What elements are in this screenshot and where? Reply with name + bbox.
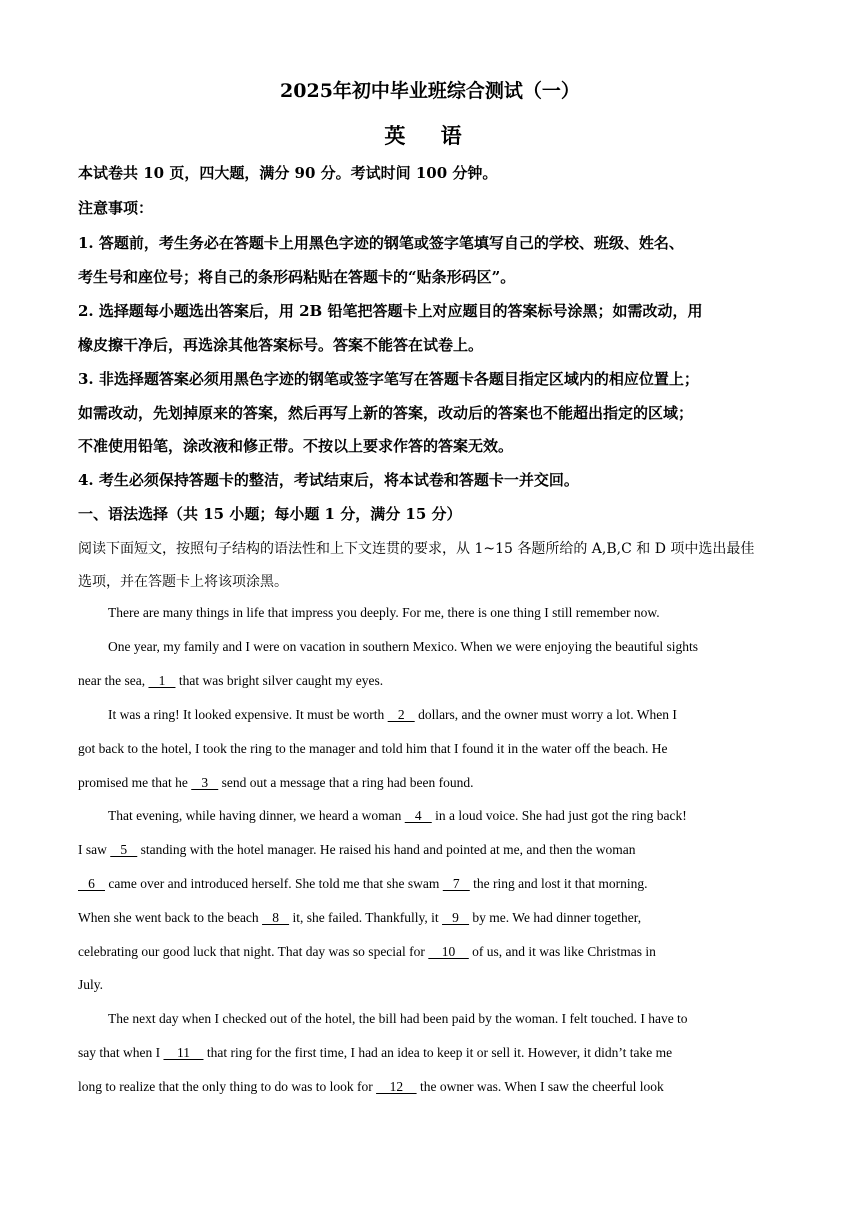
note-line: 橡皮擦干净后，再选涂其他答案标号。答案不能答在试卷上。	[78, 336, 484, 354]
passage-line: When she went back to the beach 8 it, she failed. Thankfully, it 9 by me. We had dinner together,	[78, 910, 642, 925]
blank-11: 11	[163, 1045, 204, 1060]
blank-3: 3	[191, 775, 219, 790]
section-heading: 一、语法选择（共 15 小题；每小题 1 分，满分 15 分）	[78, 505, 462, 523]
passage-line: 6 came over and introduced herself. She told me that she swam 7 the ring and lost it that morning.	[78, 876, 648, 891]
note-line: 1. 答题前，考生务必在答题卡上用黑色字迹的钢笔或签字笔填写自己的学校、班级、姓名、	[78, 234, 684, 252]
subject-title: 英 语	[384, 123, 476, 148]
passage-line: promised me that he 3 send out a message that a ring had been found.	[78, 775, 474, 790]
passage-line: got back to the hotel, I took the ring to the manager and told him that I found it in the water off the beach. He	[78, 741, 668, 756]
passage-line: That evening, while having dinner, we heard a woman 4 in a loud voice. She had just got the ring back!	[108, 808, 687, 823]
note-line: 2. 选择题每小题选出答案后，用 2B 铅笔把答题卡上对应题目的答案标号涂黑；如需改动，用	[78, 302, 703, 320]
blank-1: 1	[148, 673, 176, 688]
passage-line: say that when I 11 that ring for the first time, I had an idea to keep it or sell it. However, it didn’t take me	[78, 1045, 673, 1060]
notice-heading: 注意事项：	[78, 199, 154, 217]
note-line: 3. 非选择题答案必须用黑色字迹的钢笔或签字笔写在答题卡各题目指定区域内的相应位置上；	[78, 370, 699, 388]
instruction-line: 选项，并在答题卡上将该项涂黑。	[78, 574, 288, 590]
exam-title: 2025年初中毕业班综合测试（一）	[280, 80, 580, 102]
blank-10: 10	[428, 944, 469, 959]
passage-line: celebrating our good luck that night. That day was so special for 10 of us, and it was like Christmas in	[78, 944, 656, 959]
note-line: 如需改动，先划掉原来的答案，然后再写上新的答案，改动后的答案也不能超出指定的区域；	[78, 404, 694, 422]
passage-line: I saw 5 standing with the hotel manager. He raised his hand and pointed at me, and then the woman	[78, 842, 636, 857]
blank-12: 12	[376, 1079, 417, 1094]
passage-line: near the sea, 1 that was bright silver caught my eyes.	[78, 673, 384, 688]
blank-2: 2	[387, 707, 415, 722]
blank-8: 8	[262, 910, 290, 925]
passage-line: There are many things in life that impress you deeply. For me, there is one thing I still remember now.	[108, 605, 660, 620]
exam-info: 本试卷共 10 页，四大题，满分 90 分。考试时间 100 分钟。	[78, 164, 498, 182]
note-line: 不准使用铅笔，涂改液和修正带。不按以上要求作答的答案无效。	[78, 437, 514, 455]
note-line: 4. 考生必须保持答题卡的整洁，考试结束后，将本试卷和答题卡一并交回。	[78, 471, 579, 489]
blank-9: 9	[442, 910, 470, 925]
blank-6: 6	[78, 876, 105, 891]
passage-line: July.	[78, 977, 104, 992]
instruction-line: 阅读下面短文，按照句子结构的语法性和上下文连贯的要求，从 1~15 各题所给的 A,B,C 和 D 项中选出最佳	[78, 541, 755, 557]
blank-4: 4	[404, 808, 432, 823]
note-line: 考生号和座位号；将自己的条形码粘贴在答题卡的“贴条形码区”。	[78, 268, 516, 286]
passage-line: The next day when I checked out of the hotel, the bill had been paid by the woman. I felt touched. I have to	[108, 1011, 688, 1026]
passage-line: One year, my family and I were on vacation in southern Mexico. When we were enjoying the beautiful sights	[108, 639, 699, 654]
blank-7: 7	[442, 876, 470, 891]
passage-line: It was a ring! It looked expensive. It must be worth 2 dollars, and the owner must worry a lot. When I	[108, 707, 677, 722]
passage-line: long to realize that the only thing to do was to look for 12 the owner was. When I saw the cheerful look	[78, 1079, 664, 1094]
blank-5: 5	[110, 842, 138, 857]
